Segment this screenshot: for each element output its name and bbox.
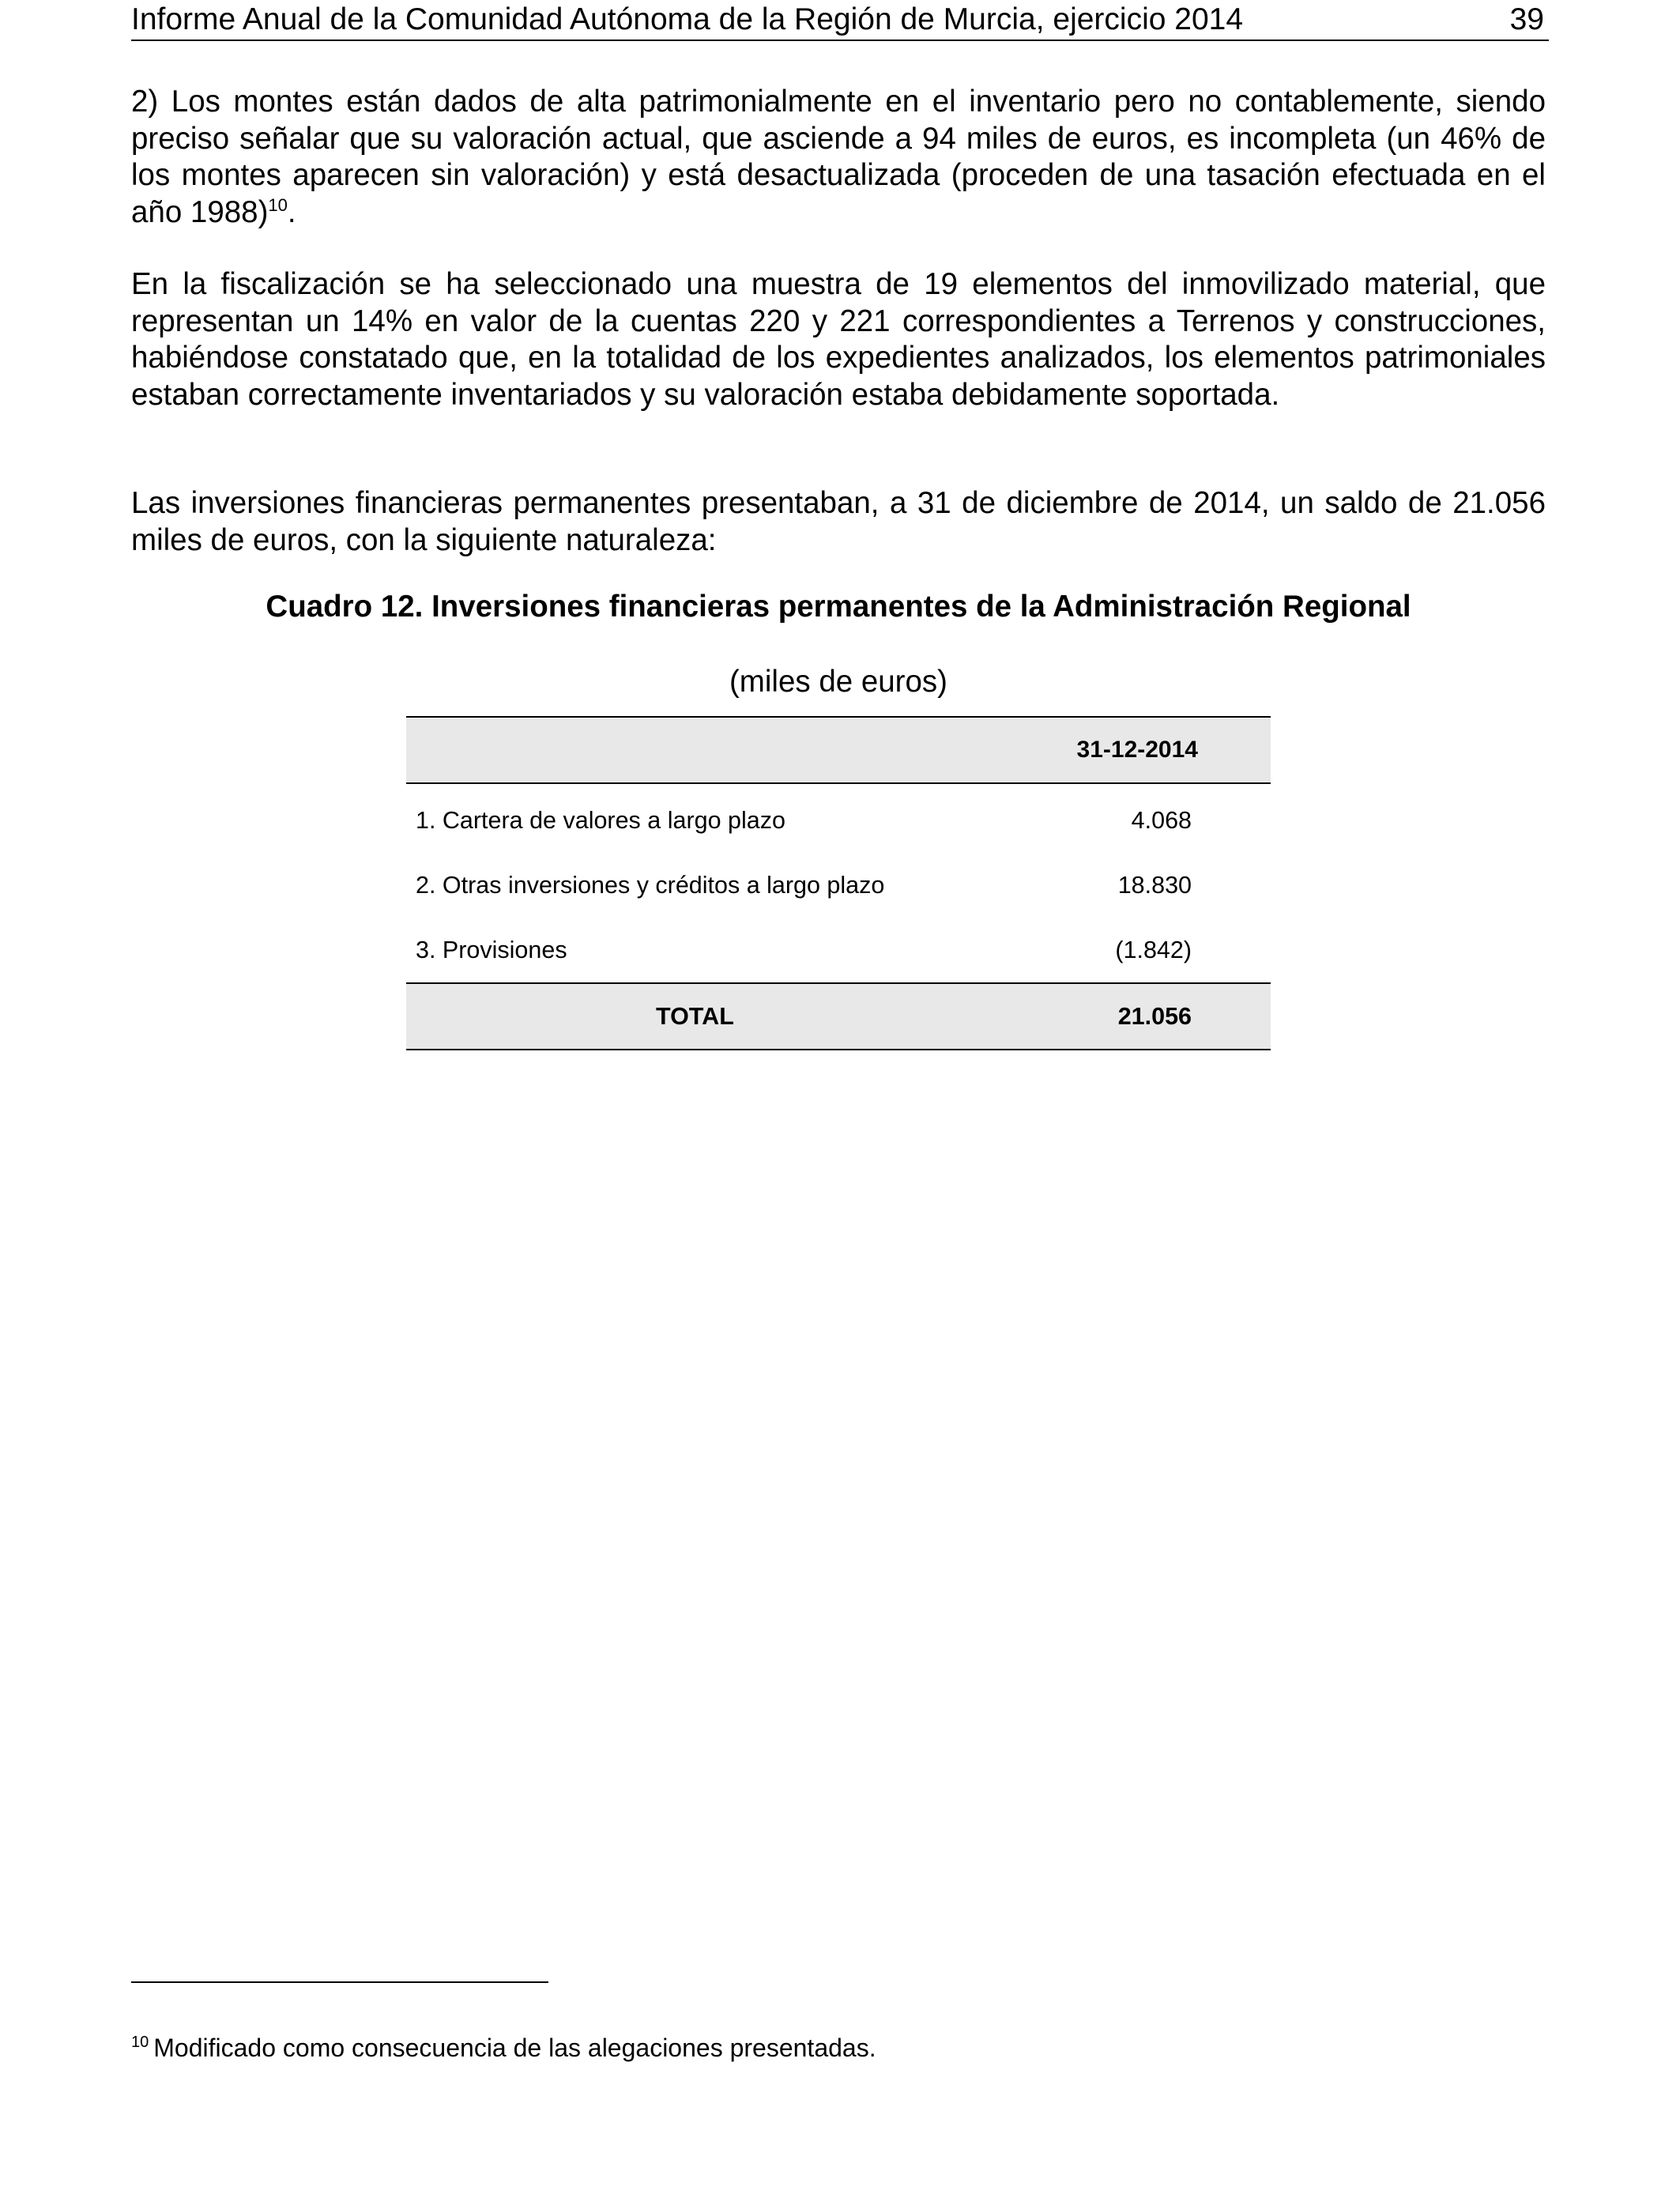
investments-table [406,716,1271,1050]
table-row [406,918,1271,982]
row-label: 3. Provisiones [416,937,567,963]
paragraph-montes-end: . [287,194,296,229]
total-label: TOTAL [656,1003,734,1030]
row-value: 18.830 [1117,872,1192,899]
table-caption: Cuadro 12. Inversiones financieras permanentes de la Administración Regional [266,590,1411,624]
row-value: 4.068 [1131,807,1192,834]
column-header-date: 31-12-2014 [1076,737,1198,763]
footnote [131,2032,876,2064]
page-number: 39 [1509,2,1544,36]
table-header-row [406,716,1271,784]
paragraph-fiscalizacion: En la fiscalización se ha seleccionado una muestra de 19 elementos del inmovilizado material, que representan un 14% en valor de la cuentas 220 y 221 correspondientes a Terrenos y construcciones, habiéndose constatado que, en la totalidad de los expedientes analizados, los elementos patrimoniales estaban correctamente inventariados y su valoración estaba debidamente soportada. [131,267,1546,412]
row-label: 1. Cartera de valores a largo plazo [416,807,785,834]
footnote-divider [131,1981,548,1983]
row-value: (1.842) [1115,937,1192,963]
page-header [131,0,1549,41]
paragraph-montes-text: 2) Los montes están dados de alta patrimonialmente en el inventario pero no contablemente, siendo preciso señalar que su valoración actual, que asciende a 94 miles de euros, es incompleta (un 46% de los montes aparecen sin valoración) y está desactualizada (proceden de una tasación efectuada en el año 1988) [131,85,1546,229]
table-body [406,784,1271,982]
footnote-reference[interactable]: 10 [268,194,288,215]
table-row [406,788,1271,853]
table-total-row [406,982,1271,1050]
total-value: 21.056 [1117,1003,1192,1030]
footnote-number: 10 [131,2034,149,2052]
row-label: 2. Otras inversiones y créditos a largo plazo [416,872,885,899]
table-units: (miles de euros) [729,665,947,699]
table-row [406,853,1271,918]
document-title: Informe Anual de la Comunidad Autónoma de la Región de Murcia, ejercicio 2014 [131,2,1244,36]
footnote-text: Modificado como consecuencia de las alegaciones presentadas. [153,2034,876,2062]
paragraph-inversiones: Las inversiones financieras permanentes presentaban, a 31 de diciembre de 2014, un saldo de 21.056 miles de euros, con la siguiente naturaleza: [131,486,1546,557]
paragraph-montes [131,84,1546,231]
